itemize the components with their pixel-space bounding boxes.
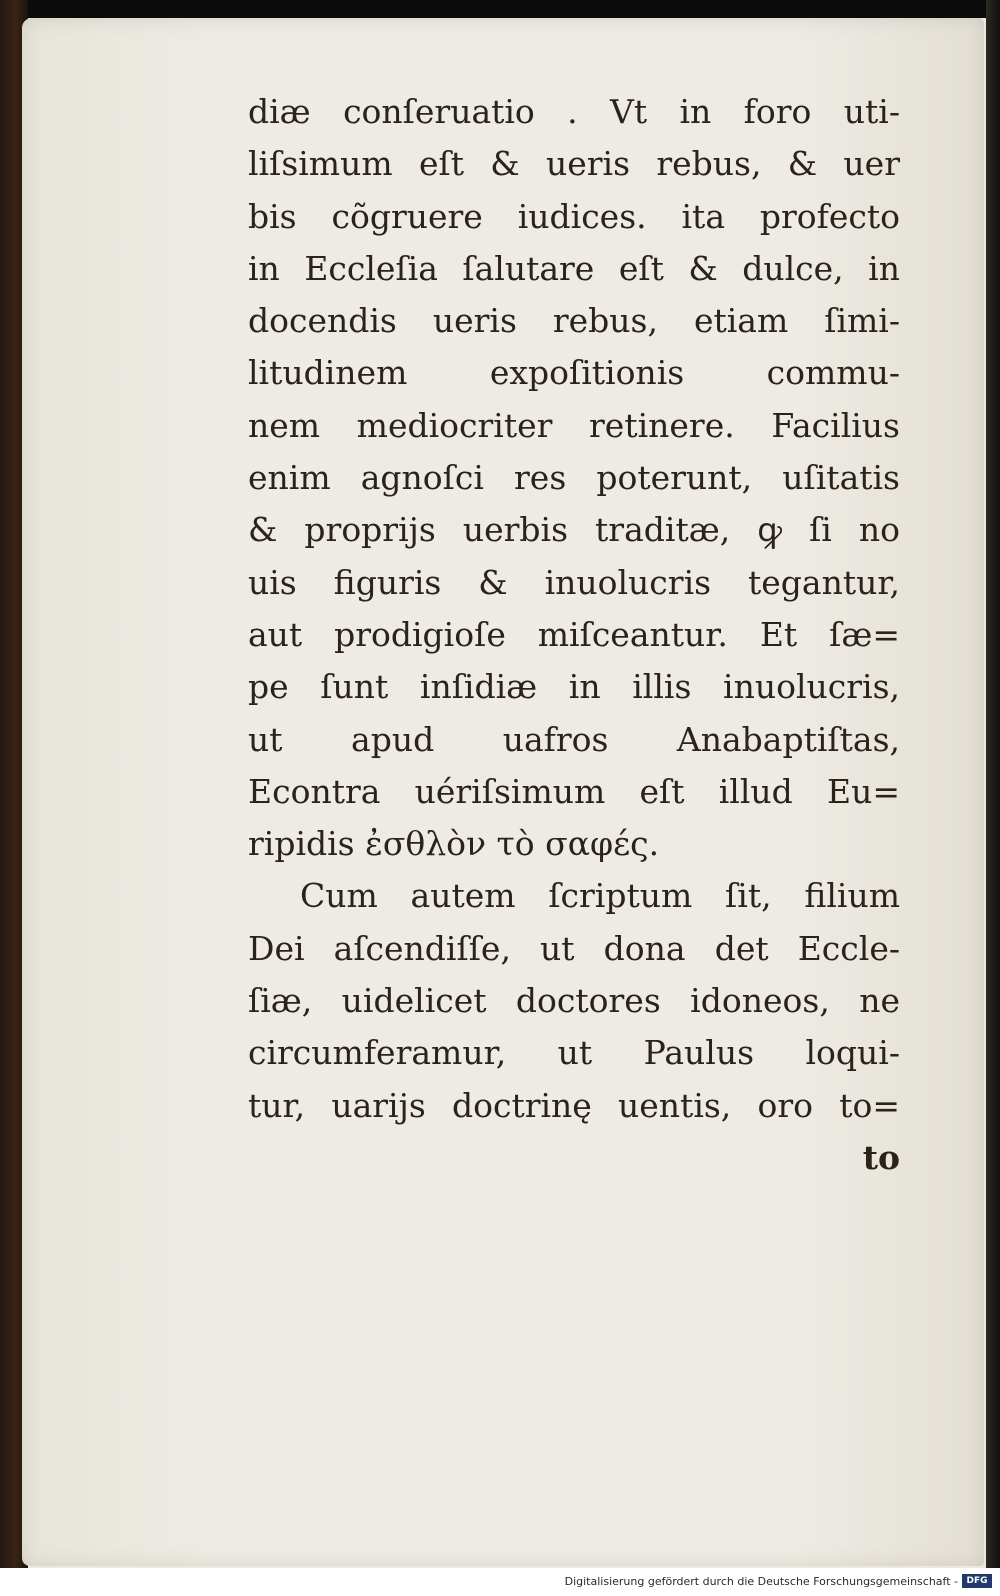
text-line: diæ conſeruatio . Vt in foro uti- [248, 92, 900, 131]
text-line: Econtra uériſsimum eſt illud Eu= [248, 771, 900, 811]
text-line: circumferamur, ut Paulus loqui- [248, 1033, 900, 1073]
text-line: nem mediocriter retinere. Facilius [248, 405, 900, 445]
text-line: uis figuris & inuolucris tegantur, [248, 562, 900, 602]
text-line: litudinem expoſitionis commu- [248, 353, 900, 393]
text-line: in Eccleſia ſalutare eſt & dulce, in [248, 248, 900, 288]
text-line: docendis ueris rebus, etiam ſimi- [248, 301, 900, 341]
text-line: bis cõgruere iudices. ita profecto [248, 196, 900, 236]
dfg-logo: DFG [962, 1574, 992, 1588]
catchword: to [862, 1137, 900, 1177]
text-line: ſiæ, uidelicet doctores idoneos, ne [248, 981, 900, 1021]
page-text-block [248, 86, 900, 1184]
text-line: ripidis ἐσθλὸν τὸ σαφές. [248, 824, 660, 864]
paragraph-start-line: Cum autem ſcriptum ſit, filium [300, 876, 900, 916]
text-line: tur, uarijs doctrinę uentis, oro to= [248, 1085, 900, 1125]
scan-top-border [0, 0, 1000, 18]
funding-notice: Digitalisierung gefördert durch die Deutsche Forschungsgemeinschaft - [564, 1575, 958, 1588]
text-line: liſsimum eſt & ueris rebus, & uer [248, 144, 900, 184]
text-line: & proprijs uerbis traditæ, ꝙ ſi no [248, 510, 900, 550]
text-line: pe ſunt inſidiæ in illis inuolucris, [248, 667, 900, 707]
scan-right-border [986, 0, 1000, 1568]
text-line: Dei aſcendiſſe, ut dona det Eccle- [248, 928, 900, 968]
text-line: aut prodigioſe miſceantur. Et ſæ= [248, 614, 900, 654]
text-line: ut apud uafros Anabaptiſtas, [248, 719, 900, 759]
text-line: enim agnoſci res poterunt, uſitatis [248, 458, 900, 498]
